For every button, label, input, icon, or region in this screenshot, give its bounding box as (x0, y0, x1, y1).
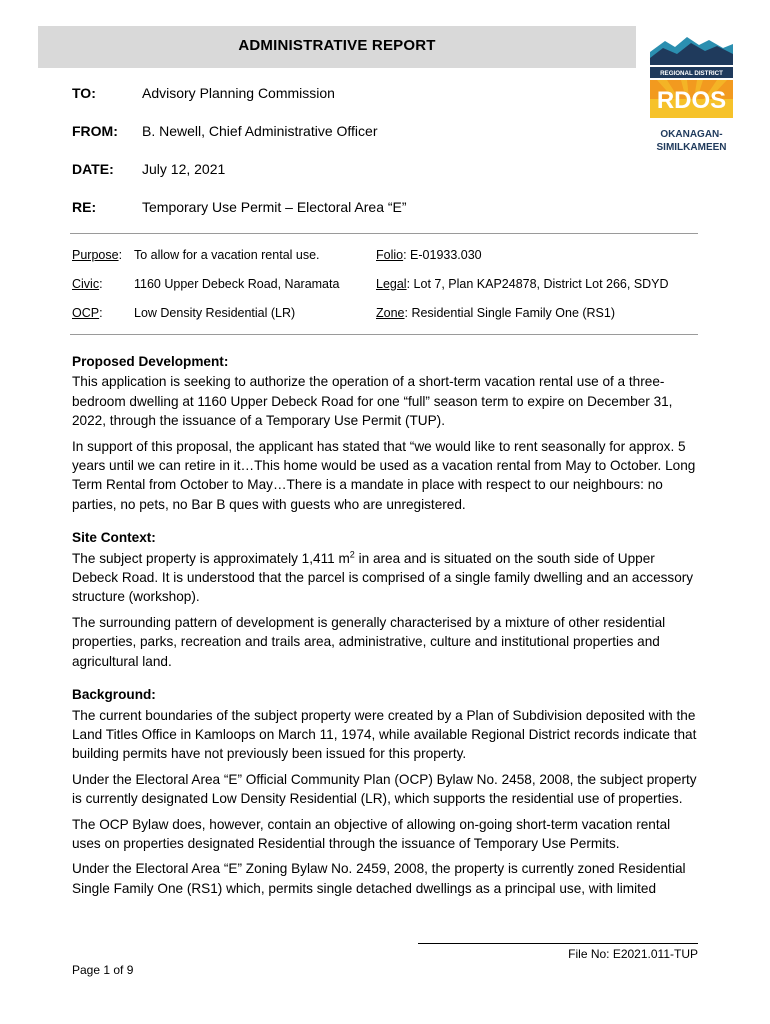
ocp-label: OCP (72, 306, 100, 320)
file-number: File No: E2021.011-TUP (568, 947, 698, 961)
to-label: TO: (72, 85, 96, 101)
site-paragraph-2: The surrounding pattern of development is generally characterised by a mixture of other residential properties, parks, recreation and trails area, administrative, culture and institutional properties and agricultural land. (72, 614, 666, 669)
from-value: B. Newell, Chief Administrative Officer (142, 123, 378, 139)
date-value: July 12, 2021 (142, 161, 226, 177)
ocp-value: Low Density Residential (LR) (134, 306, 296, 320)
site-paragraph-1: The subject property is approximately 1,411 $m^2$ in area and is situated on the south side of Upper Debeck Road. It is understood that the parcel is comprised of a single family dwelling and an accessory structure (workshop). (72, 549, 694, 605)
folio-row: Folio: E-01933.030 (376, 248, 482, 262)
from-label: FROM: (72, 123, 118, 139)
background-paragraph-4: Under the Electoral Area “E” Zoning Bylaw No. 2459, 2008, the property is currently zoned Residential Single Family One (RS1) which, permits single detached dwellings as a principal use, with limited (72, 861, 686, 896)
purpose-row: Purpose: (72, 248, 123, 262)
zone-row: Zone: Residential Single Family One (RS1) (376, 306, 616, 320)
logo-okanagan: OKANAGAN- (660, 129, 723, 140)
zone-label: Zone (376, 306, 405, 320)
footer-divider (418, 943, 698, 944)
background-paragraph-1: The current boundaries of the subject property were created by a Plan of Subdivision deposited with the Land Titles Office in Kamloops on March 11, 1974, while available Regional District records indicate that building permits have not previously been issued for this property. (72, 707, 697, 762)
legal-row: Legal: Lot 7, Plan KAP24878, District Lot 266, SDYD (376, 277, 669, 291)
re-value: Temporary Use Permit – Electoral Area “E” (142, 199, 407, 215)
re-label: RE: (72, 199, 97, 215)
folio-value: E-01933.030 (410, 248, 482, 262)
rdos-logo (647, 32, 733, 158)
background-paragraph-2: Under the Electoral Area “E” Official Community Plan (OCP) Bylaw No. 2458, 2008, the subject property is currently designated Low Density Residential (LR), which supports the residential use of properties. (72, 771, 697, 807)
civic-value: 1160 Upper Debeck Road, Naramata (134, 277, 340, 291)
legal-label: Legal (376, 277, 407, 291)
logo-rdos: RDOS (656, 87, 727, 114)
proposed-heading: Proposed Development: (72, 354, 229, 369)
background-heading: Background: (72, 687, 156, 703)
zone-value: Residential Single Family One (RS1) (411, 306, 616, 320)
proposed-paragraph-1: This application is seeking to authorize the operation of a short-term vacation rental use of a three-bedroom dwelling at 1160 Upper Debeck Road for one “full” season term to expire on December 31, 2022, through the issuance of a Temporary Use Permit (TUP). (72, 374, 673, 429)
folio-label: Folio (376, 248, 404, 262)
divider-top (70, 233, 698, 234)
purpose-label: Purpose (72, 248, 119, 262)
logo-similkameen: SIMILKAMEEN (656, 142, 727, 153)
logo-regional-district: REGIONAL DISTRICT (660, 70, 723, 77)
site-heading: Site Context: (72, 530, 156, 546)
report-body (72, 352, 702, 904)
to-value: Advisory Planning Commission (142, 85, 335, 101)
page-number: Page 1 of 9 (72, 963, 134, 977)
legal-value: Lot 7, Plan KAP24878, District Lot 266, SDYD (413, 277, 669, 291)
divider-bottom (70, 334, 698, 335)
civic-row: Civic: (72, 277, 103, 291)
date-label: DATE: (72, 161, 114, 177)
report-title: ADMINISTRATIVE REPORT (238, 37, 436, 54)
civic-label: Civic (72, 277, 100, 291)
ocp-row: OCP: (72, 306, 103, 320)
proposed-paragraph-2: In support of this proposal, the applicant has stated that “we would like to rent seasonally for approx. 5 years until we can retire in it…This home would be used as a vacation rental from May to October. Long Term Rental from October to May…There is a mandate in place with respect to our neighbours: no parties, no pets, no Bar B ques with guests who are unregistered. (72, 438, 696, 512)
purpose-value: To allow for a vacation rental use. (134, 248, 320, 262)
background-paragraph-3: The OCP Bylaw does, however, contain an objective of allowing on-going short-term vacation rental uses on properties designated Residential through the issuance of Temporary Use Permits. (72, 816, 671, 851)
